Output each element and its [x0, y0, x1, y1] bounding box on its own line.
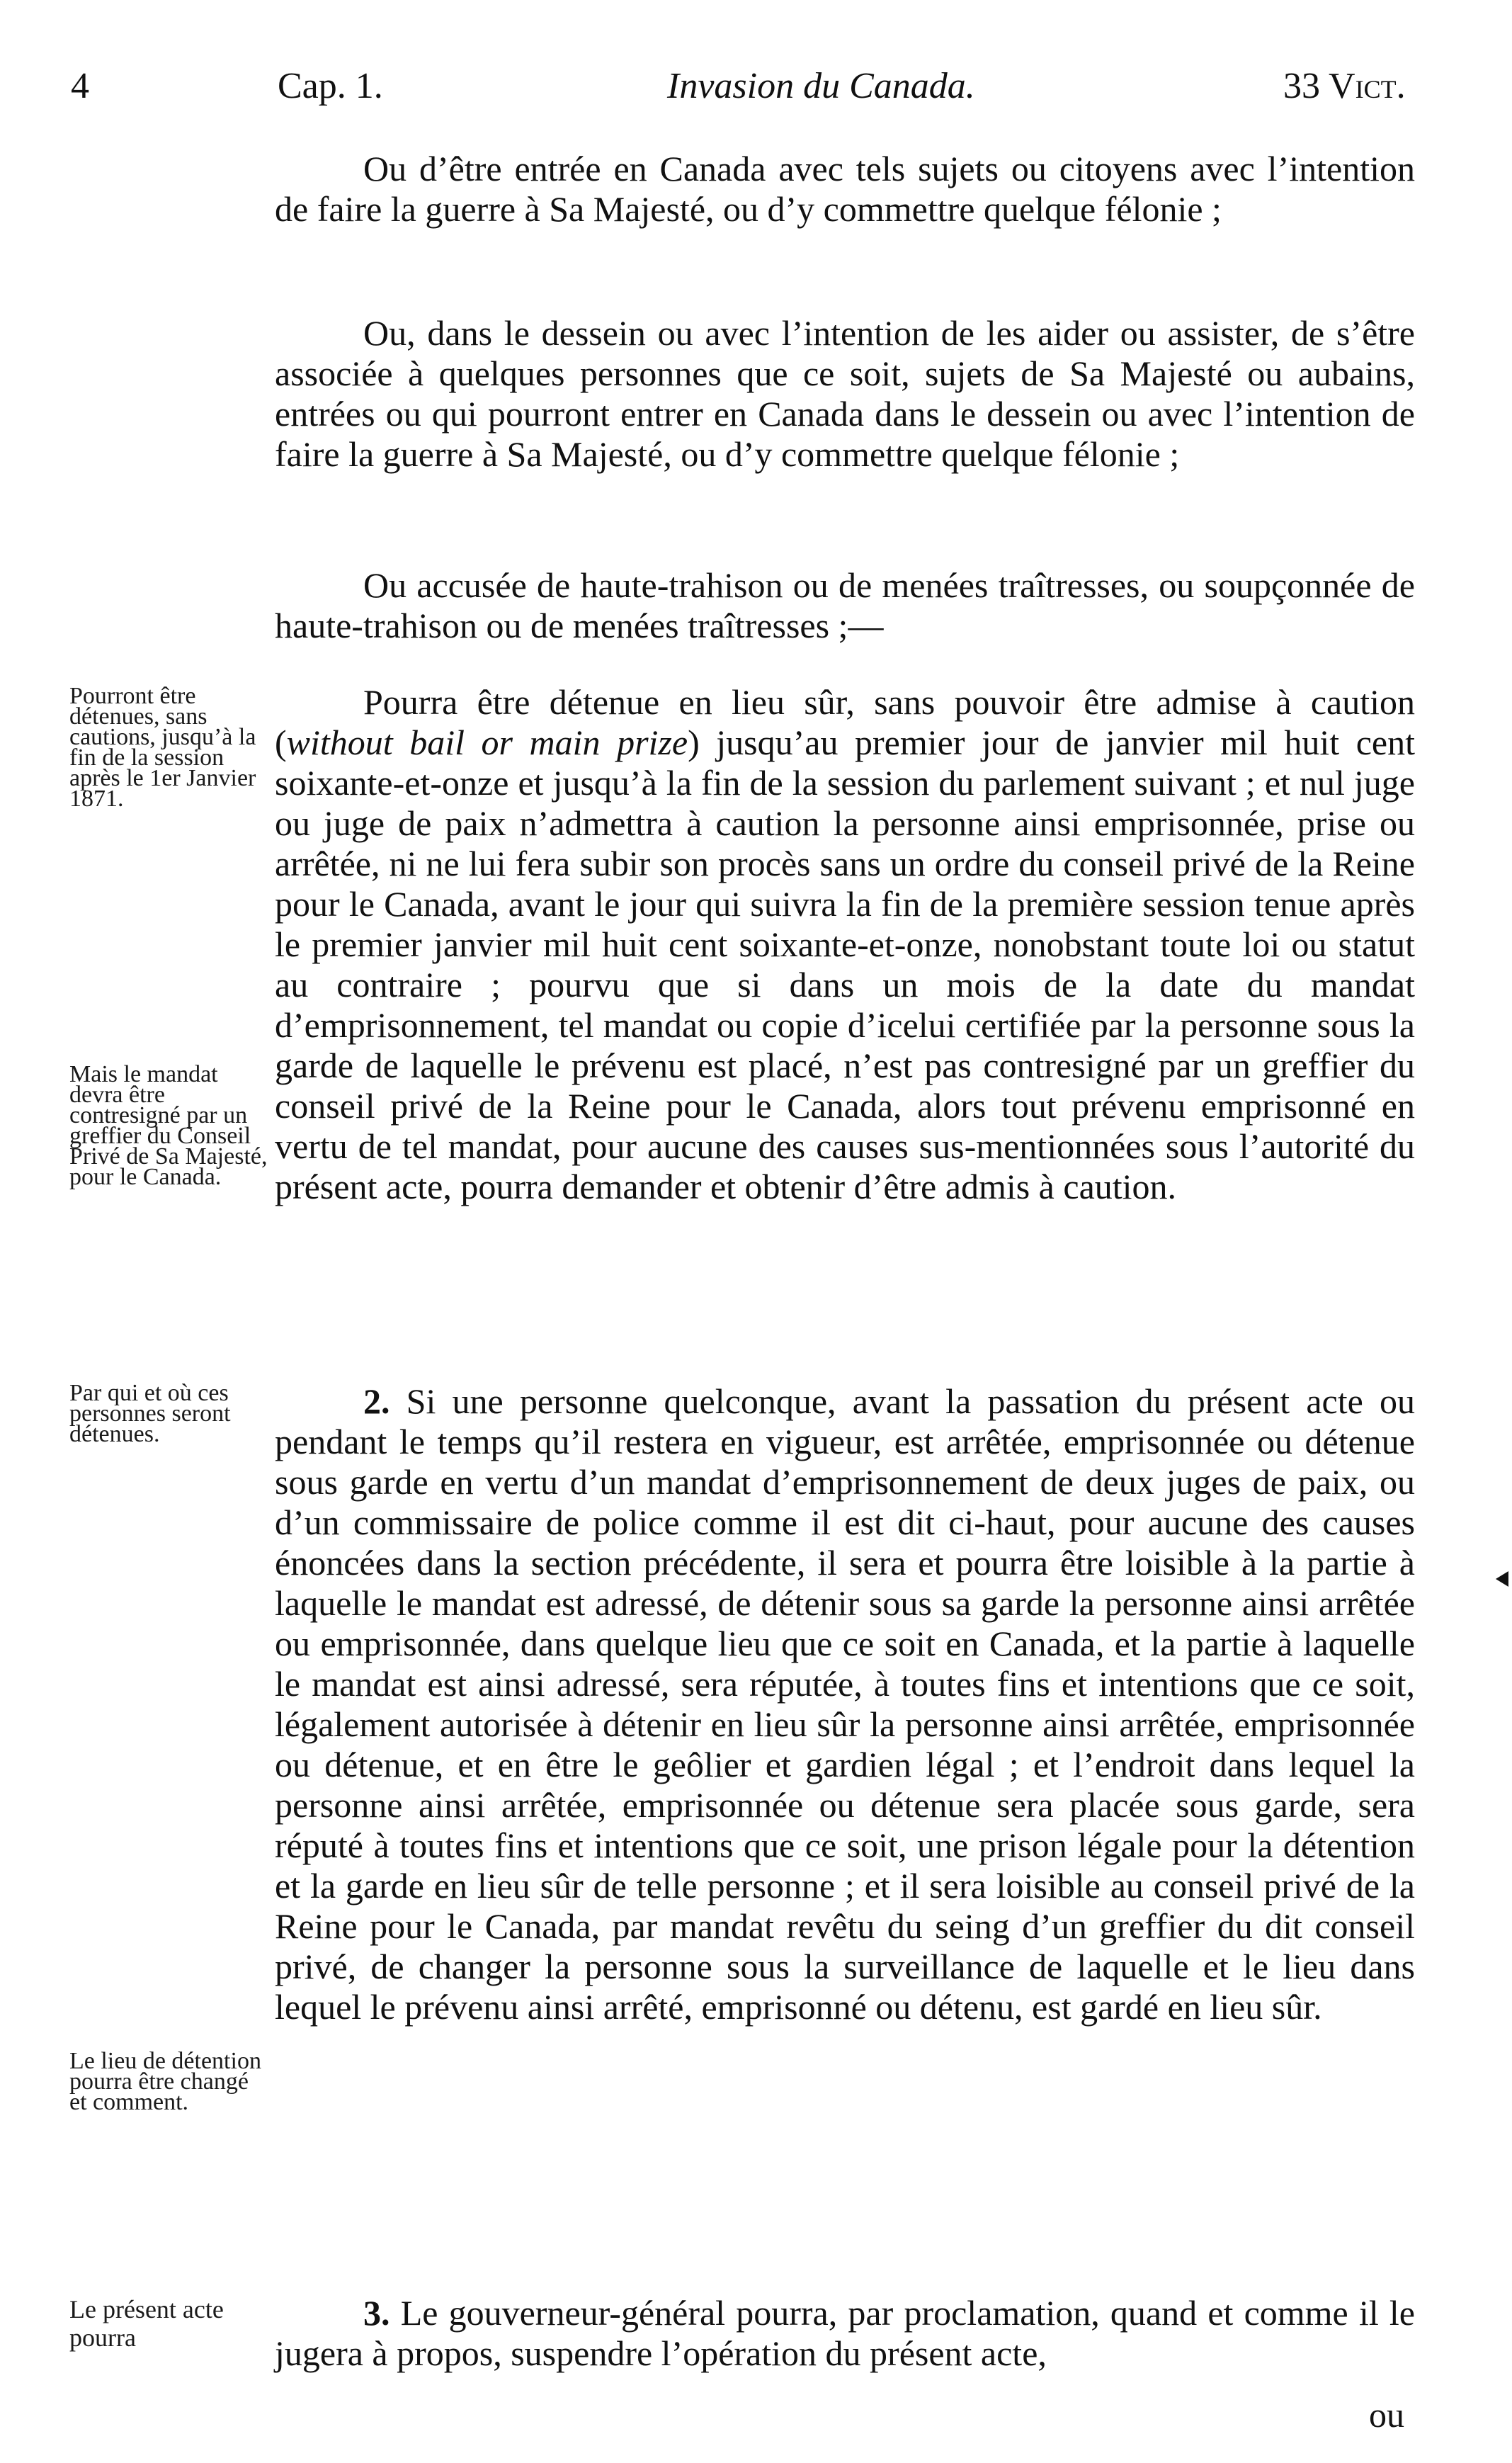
margin-note-place-changed: Le lieu de détention pourra être changé et comment. — [69, 2048, 261, 2115]
catchword: ou — [1369, 2395, 1404, 2435]
section-3 — [275, 2293, 1415, 2374]
section-text: Si une personne quelconque, avant la passation du présent acte ou pendant le temps qu’il restera en vigueur, est arrêtée, emprisonnée ou détenue sous garde en vertu d’un mandat d’emprisonnement de deux juges de paix, ou d’un commissaire de police comme il est dit ci-haut, pour aucune des causes énoncées dans la section précédente, il sera et pourra être loisible à la partie à laquelle le mandat est adressé, de détenir sous sa garde la personne ainsi arrêtée ou emprisonnée, dans quelque lieu que ce soit en Canada, et la partie à laquelle le mandat est ainsi adressé, sera réputée, à toutes fins et intentions que ce soit, légalement autorisée à détenir en lieu sûr la personne ainsi arrêtée, emprisonnée ou détenue, et en être le geôlier et gardien légal ; et l’endroit dans lequel la personne ainsi arrêtée, emprisonnée ou détenue sera placée sous garde, sera réputé à toutes fins et intentions que ce soit, une prison légale pour la détention et la garde en lieu sûr de telle personne ; et il sera loisible au conseil privé de la Reine pour le Canada, par mandat revêtu du seing d’un greffier du dit conseil privé, de changer la personne sous la surveillance de laquelle et le lieu dans lequel le prévenu ainsi arrêté, emprisonné ou détenu, est gardé en lieu sûr. — [275, 1381, 1415, 2027]
section-2 — [275, 1381, 1415, 2027]
latin-phrase: without bail or main prize — [286, 723, 688, 762]
paragraph-text: Ou, dans le dessein ou avec l’intention de les aider ou assister, de s’être associée à quelques personnes que ce soit, sujets de Sa Majesté ou aubains, entrées ou qui pourront entrer en Canada dans le dessein ou avec l’intention de faire la guerre à Sa Majesté, ou d’y commettre quelque félonie ; — [275, 313, 1415, 474]
paragraph-text: Ou d’être entrée en Canada avec tels sujets ou citoyens avec l’intention de faire la guerre à Sa Majesté, ou d’y commettre quelque félonie ; — [275, 149, 1415, 229]
paragraph-detention-without-bail — [275, 682, 1415, 1207]
paragraph-text-start: Pourra être détenue en lieu sûr, sans pouvoir être admise à caution ( — [275, 682, 1415, 762]
volume-label: 33 Vict. — [1283, 66, 1406, 106]
margin-arrow-mark — [1496, 1571, 1508, 1587]
running-header — [0, 0, 1512, 120]
running-title: Invasion du Canada. — [667, 66, 975, 106]
margin-note-act-suspension: Le présent acte pourra — [69, 2295, 224, 2352]
page-number: 4 — [71, 66, 89, 106]
section-number: 3. — [363, 2293, 390, 2333]
section-text: Le gouverneur-général pourra, par proclamation, quand et comme il le jugera à propos, suspendre l’opération du présent acte, — [275, 2293, 1415, 2373]
margin-note-detention: Pourront être détenues, sans cautions, jusqu’à la fin de la session après le 1er Janvier 1871. — [69, 683, 256, 812]
paragraph-entry-with-intent — [275, 149, 1415, 230]
margin-note-warrant-countersigned: Mais le mandat devra être contresigné par un greffier du Conseil Privé de Sa Majesté, pour le Canada. — [69, 1061, 268, 1190]
paragraph-accused-treason — [275, 565, 1415, 646]
paragraph-text: Ou accusée de haute-trahison ou de menées traîtresses, ou soupçonnée de haute-trahison ou de menées traîtresses ;— — [275, 565, 1415, 645]
margin-note-where-detained: Par qui et où ces personnes seront détenues. — [69, 1380, 231, 1447]
paragraph-aid-or-assist — [275, 313, 1415, 475]
section-number: 2. — [363, 1381, 390, 1421]
chapter-label: Cap. 1. — [278, 66, 383, 106]
paragraph-text-rest: ) jusqu’au premier jour de janvier mil huit cent soixante-et-onze et jusqu’à la fin de la session du parlement suivant ; et nul juge ou juge de paix n’admettra à caution la personne ainsi emprisonnée, prise ou arrêtée, ni ne lui fera subir son procès sans un ordre du conseil privé de la Reine pour le Canada, avant le jour qui suivra la fin de la première session tenue après le premier janvier mil huit cent soixante-et-onze, nonobstant toute loi ou statut au contraire ; pourvu que si dans un mois de la date du mandat d’emprisonnement, tel mandat ou copie d’icelui certifiée par la personne sous la garde de laquelle le prévenu est placé, n’est pas contresigné par un greffier du conseil privé de la Reine pour le Canada, alors tout prévenu emprisonné en vertu de tel mandat, pour aucune des causes sus-mentionnées sous l’autorité du présent acte, pourra demander et obtenir d’être admis à caution. — [275, 723, 1415, 1206]
